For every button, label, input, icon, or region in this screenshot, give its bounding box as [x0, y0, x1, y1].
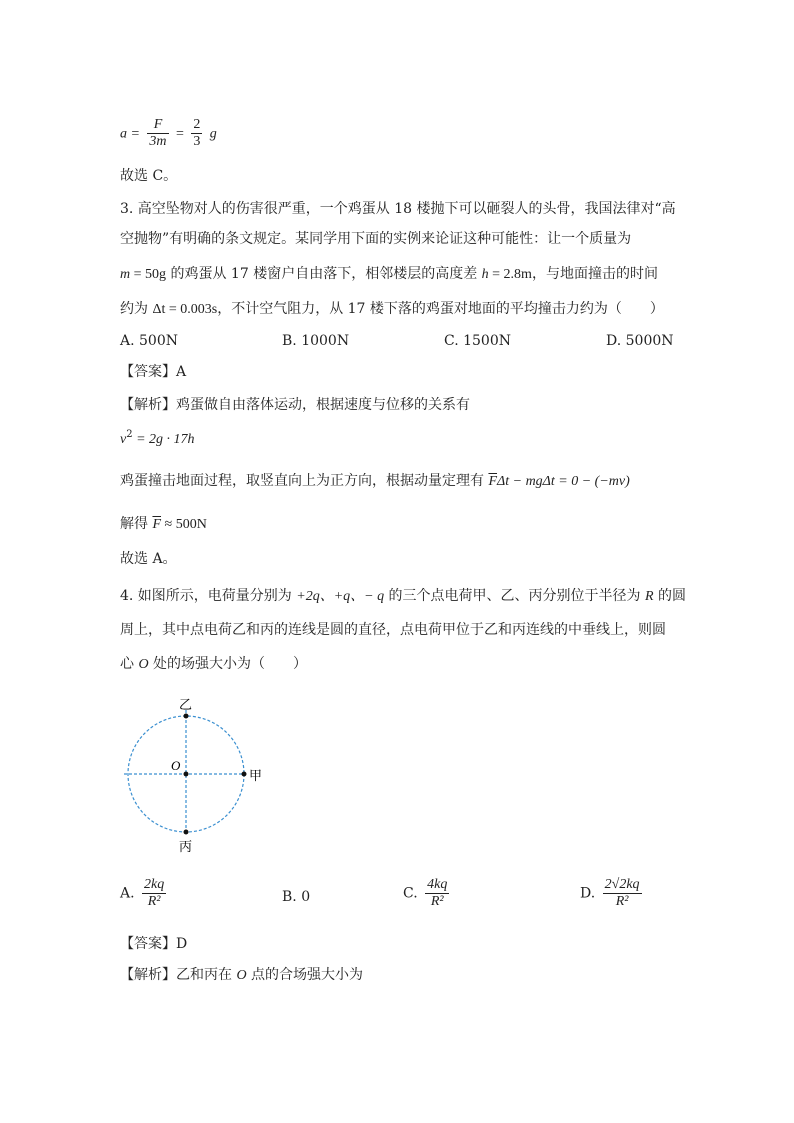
- q3-line-2: 空抛物”有明确的条文规定。某同学用下面的实例来论证这种可能性：让一个质量为: [120, 231, 632, 247]
- prev-choose-text: 故选 C。: [120, 168, 178, 184]
- label-bing: 丙: [179, 840, 193, 855]
- q4-answer: 【答案】D: [120, 936, 188, 952]
- q3-analysis-1: 【解析】鸡蛋做自由落体运动，根据速度与位移的关系有: [120, 397, 470, 413]
- q3-analysis-2: 鸡蛋撞击地面过程，取竖直向上为正方向，根据动量定理有 $\overline{F}\Delta t - mg\Delta t = 0 - (-mv)$: [120, 473, 630, 489]
- q3-solve: 解得 $\overline{F} \approx 500N$: [120, 516, 207, 532]
- q3-line-4: 约为 Δt = 0.003s，不计空气阻力，从 17 楼下落的鸡蛋对地面的平均撞击力约为（ ）: [120, 301, 664, 317]
- q3-option-a: A. 500N: [120, 333, 178, 349]
- label-jia: 甲: [249, 769, 263, 784]
- charge-bing-dot: [184, 830, 189, 835]
- formula-acceleration: a = $\frac{F}{3m}$ = $\frac{2}{3}$ g: [120, 117, 217, 149]
- q4-line-2: 周上，其中点电荷乙和丙的连线是圆的直径，点电荷甲位于乙和丙连线的中垂线上，则圆: [120, 622, 666, 638]
- fraction-f-over-3m: $\frac{F}{3m}$: [149, 117, 167, 149]
- q4-option-a: A. $\frac{2kq}{\text{R²}}$: [120, 877, 165, 909]
- label-yi: 乙: [179, 698, 193, 713]
- q3-line-3: m = 50g 的鸡蛋从 17 楼窗户自由落下，相邻楼层的高度差 h = 2.8m，与地面撞击的时间: [120, 266, 658, 282]
- q4-option-d: D. $\frac{2√2kq}{\text{R²}}$: [580, 877, 640, 909]
- q3-answer: 【答案】A: [120, 364, 187, 380]
- center-o-dot: [184, 772, 189, 777]
- circle-charge-figure: [110, 690, 280, 860]
- formula-a-lhs: a =: [120, 126, 140, 142]
- q3-option-d: D. 5000N: [606, 333, 674, 349]
- q4-option-b: B. 0: [282, 889, 311, 905]
- q3-choose-text: 故选 A。: [120, 551, 177, 567]
- q4-line-1: 4. 如图所示，电荷量分别为 +2q、+q、− q 的三个点电荷甲、乙、丙分别位于半径为 R 的圆: [120, 588, 687, 604]
- label-o: O: [171, 758, 181, 773]
- q3-option-b: B. 1000N: [282, 333, 350, 349]
- q4-option-c: C. $\frac{4kq}{\text{R²}}$: [403, 877, 448, 909]
- charge-jia-dot: [242, 772, 247, 777]
- q3-option-c: C. 1500N: [444, 333, 511, 349]
- charge-yi-dot: [184, 714, 189, 719]
- q3-equation-1: $v^2 = 2g \cdot 17h$: [120, 429, 195, 447]
- q4-line-3: 心 O 处的场强大小为（ ）: [120, 656, 308, 672]
- q4-analysis-1: 【解析】乙和丙在 O 点的合场强大小为: [120, 967, 364, 983]
- q3-line-1: 3. 高空坠物对人的伤害很严重，一个鸡蛋从 18 楼抛下可以砸裂人的头骨，我国法律对“高: [120, 201, 676, 217]
- fraction-2-over-3: $\frac{2}{3}$: [193, 117, 201, 149]
